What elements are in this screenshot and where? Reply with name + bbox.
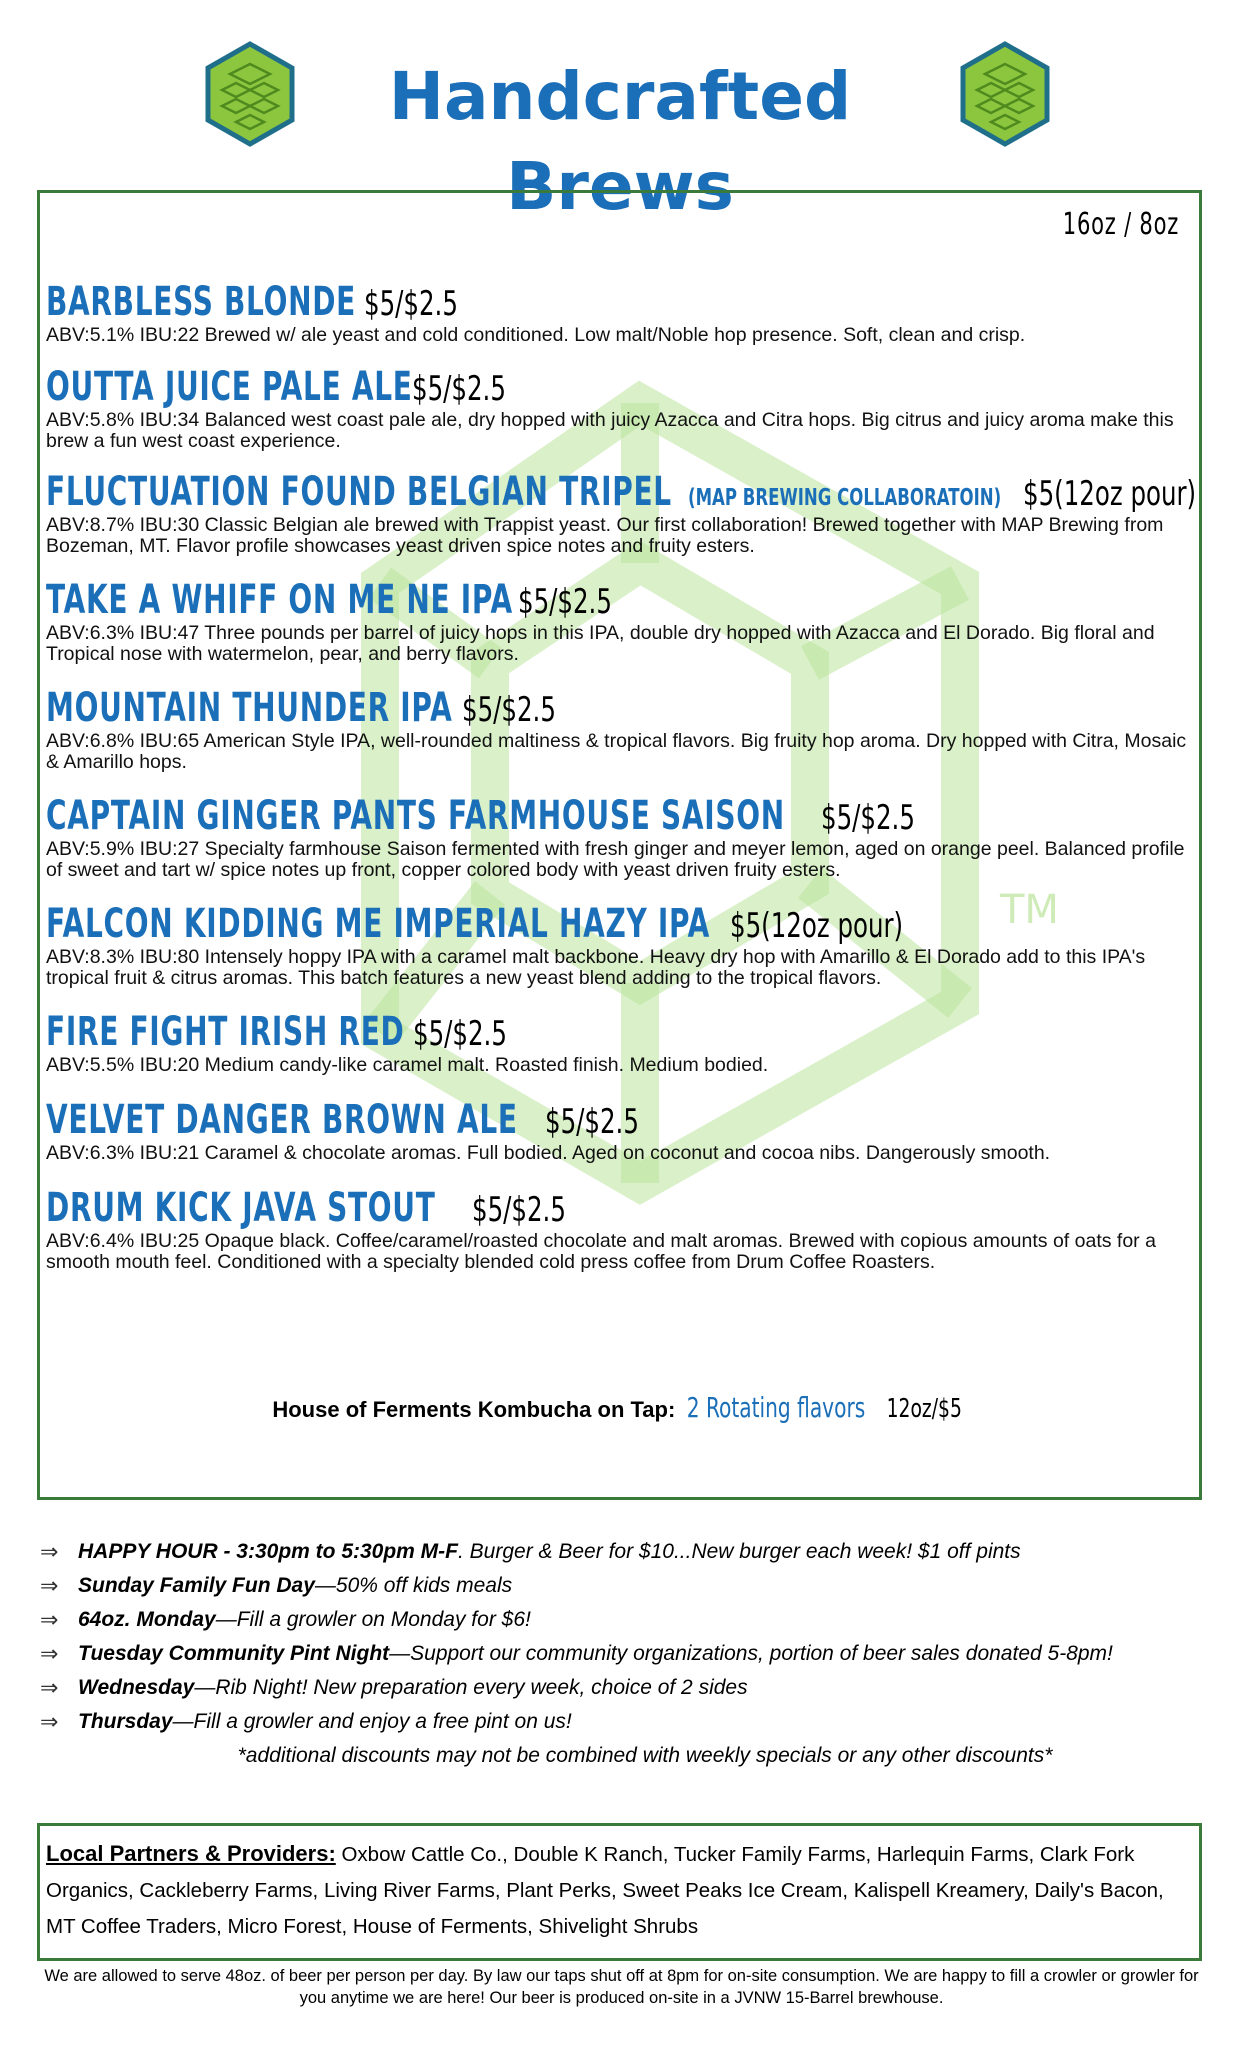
beer-item xyxy=(46,360,1196,452)
beer-name: TAKE A WHIFF ON ME NE IPA xyxy=(46,577,513,623)
kombucha-line xyxy=(40,1388,1199,1433)
beer-item xyxy=(46,897,1196,989)
beer-price: $5(12oz pour) xyxy=(729,906,903,946)
beer-description: ABV:6.4% IBU:25 Opaque black. Coffee/caramel/roasted chocolate and malt aromas. Brewed with copious amounts of oats for a smooth mouth feel. Conditioned with a specialty blended cold press coffee from Drum Coffee Roasters. xyxy=(46,1230,1156,1273)
beer-item xyxy=(46,681,1196,773)
arrow-right-icon: ⇒ xyxy=(40,1607,59,1632)
arrow-right-icon: ⇒ xyxy=(40,1641,59,1666)
beer-description: ABV:8.3% IBU:80 Intensely hoppy IPA with a caramel malt backbone. Heavy dry hop with Amarillo & El Dorado add to this IPA's tropical fruit & citrus aromas. This batch features a new yeast blend adding to the tropical flavors. xyxy=(46,946,1146,989)
beer-name: OUTTA JUICE PALE ALE xyxy=(46,364,413,410)
beer-price: $5/$2.5 xyxy=(413,1014,507,1054)
arrow-right-icon: ⇒ xyxy=(40,1573,59,1598)
beer-price: $5/$2.5 xyxy=(411,369,506,409)
partners-label: Local Partners & Providers: xyxy=(46,1841,336,1866)
beer-description: ABV:5.5% IBU:20 Medium candy-like caramel malt. Roasted finish. Medium bodied. xyxy=(46,1054,769,1076)
beer-name: FLUCTUATION FOUND BELGIAN TRIPEL xyxy=(46,469,672,515)
beer-collab-note: (MAP BREWING COLLABORATOIN) xyxy=(688,485,1002,511)
special-title: Sunday Family Fun Day xyxy=(78,1574,315,1597)
beer-description: ABV:6.3% IBU:21 Caramel & chocolate aromas. Full bodied. Aged on coconut and cocoa nibs. Dangerously smooth. xyxy=(46,1142,1051,1164)
beer-item xyxy=(46,1093,1196,1164)
partners-list: Oxbow Cattle Co., Double K Ranch, Tucker Family Farms, Harlequin Farms, Clark Fork Organics, Cackleberry Farms, Living River Farms, Plant Perks, Sweet Peaks Ice Cream, Kalispell Kreamery, Daily's Bacon, MT Coffee Traders, Micro Forest, House of Ferments, Shivelight Shrubs xyxy=(46,1843,1164,1938)
beer-item xyxy=(46,465,1196,557)
hop-logo-icon xyxy=(955,40,1055,150)
special-title: 64oz. Monday xyxy=(78,1608,216,1631)
footer-note: We are allowed to serve 48oz. of beer per person per day. By law our taps shut off at 8pm for on-site consumption. We are happy to fill a crowler or growler for you anytime we are here! Our beer is produced on-site in a JVNW 15-Barrel brewhouse. xyxy=(44,1967,1199,2007)
arrow-right-icon: ⇒ xyxy=(40,1709,59,1734)
beer-name: DRUM KICK JAVA STOUT xyxy=(46,1185,436,1231)
trademark-label: TM xyxy=(1000,887,1059,933)
discount-disclaimer: *additional discounts may not be combined with weekly specials or any other discounts* xyxy=(237,1744,1053,1767)
arrow-right-icon: ⇒ xyxy=(40,1675,59,1700)
hop-logo-icon xyxy=(200,40,300,150)
page-title: Handcrafted Brews xyxy=(388,58,852,225)
beer-name: FALCON KIDDING ME IMPERIAL HAZY IPA xyxy=(46,901,711,947)
special-detail: —Fill a growler and enjoy a free pint on us! xyxy=(172,1710,572,1733)
beer-menu-box xyxy=(37,190,1202,1500)
special-item xyxy=(40,1705,1200,1739)
special-detail: . Burger & Beer for $10...New burger each week! $1 off pints xyxy=(458,1540,1021,1563)
special-title: HAPPY HOUR - 3:30pm to 5:30pm M-F xyxy=(78,1540,458,1563)
beer-price: $5/$2.5 xyxy=(544,1102,639,1142)
special-title: Thursday xyxy=(78,1710,173,1733)
beer-description: ABV:5.1% IBU:22 Brewed w/ ale yeast and cold conditioned. Low malt/Noble hop presence. Soft, clean and crisp. xyxy=(46,324,1026,346)
beer-price: $5/$2.5 xyxy=(821,798,916,838)
beer-item xyxy=(46,1181,1196,1273)
special-title: Wednesday xyxy=(78,1676,195,1699)
beer-item xyxy=(46,1005,1196,1076)
beer-item xyxy=(46,789,1196,881)
special-item xyxy=(40,1603,1200,1637)
weekly-specials xyxy=(40,1535,1200,1773)
beer-description: ABV:8.7% IBU:30 Classic Belgian ale brewed with Trappist yeast. Our first collaboration! Brewed together with MAP Brewing from Bozeman, MT. Flavor profile showcases yeast driven spice notes and fruity esters. xyxy=(46,514,1164,557)
kombucha-flavors: 2 Rotating flavors xyxy=(686,1391,865,1424)
special-item xyxy=(40,1671,1200,1705)
arrow-right-icon: ⇒ xyxy=(40,1539,59,1564)
beer-price: $5/$2.5 xyxy=(472,1190,567,1230)
beer-item xyxy=(46,573,1196,665)
kombucha-label: House of Ferments Kombucha on Tap: xyxy=(272,1397,676,1422)
beer-name: MOUNTAIN THUNDER IPA xyxy=(46,685,453,731)
beer-description: ABV:6.3% IBU:47 Three pounds per barrel of juicy hops in this IPA, double dry hopped with Azacca and El Dorado. Big floral and Tropical nose with watermelon, pear, and berry flavors. xyxy=(46,622,1155,665)
beer-price: $5(12oz pour) xyxy=(1023,474,1197,514)
beer-name: VELVET DANGER BROWN ALE xyxy=(46,1097,518,1143)
special-item xyxy=(40,1637,1200,1671)
beer-price: $5/$2.5 xyxy=(363,284,458,324)
kombucha-price: 12oz/$5 xyxy=(886,1394,963,1424)
beer-item xyxy=(46,275,1196,346)
special-item xyxy=(40,1535,1200,1569)
beer-price: $5/$2.5 xyxy=(518,582,612,622)
beer-name: FIRE FIGHT IRISH RED xyxy=(46,1009,405,1055)
special-title: Tuesday Community Pint Night xyxy=(78,1642,390,1665)
special-detail: —Fill a growler on Monday for $6! xyxy=(215,1608,531,1631)
special-item xyxy=(40,1569,1200,1603)
beer-name: CAPTAIN GINGER PANTS FARMHOUSE SAISON xyxy=(46,793,785,839)
beer-name: BARBLESS BLONDE xyxy=(46,279,357,325)
special-detail: —Support our community organizations, portion of beer sales donated 5-8pm! xyxy=(389,1642,1113,1665)
special-detail: —Rib Night! New preparation every week, choice of 2 sides xyxy=(194,1676,748,1699)
beer-description: ABV:6.8% IBU:65 American Style IPA, well-rounded maltiness & tropical flavors. Big fruity hop aroma. Dry hopped with Citra, Mosaic & Amarillo hops. xyxy=(46,730,1187,773)
beer-description: ABV:5.8% IBU:34 Balanced west coast pale ale, dry hopped with juicy Azacca and Citra hops. Big citrus and juicy aroma make this brew a fun west coast experience. xyxy=(46,409,1174,452)
local-partners-box xyxy=(37,1823,1202,1961)
beer-price: $5/$2.5 xyxy=(461,690,556,730)
beer-description: ABV:5.9% IBU:27 Specialty farmhouse Saison fermented with fresh ginger and meyer lemon, aged on orange peel. Balanced profile of sweet and tart w/ spice notes up front, copper colored body with yeast driven fruity esters. xyxy=(46,838,1185,881)
size-header: 16oz / 8oz xyxy=(1062,207,1179,242)
special-detail: —50% off kids meals xyxy=(314,1574,513,1597)
